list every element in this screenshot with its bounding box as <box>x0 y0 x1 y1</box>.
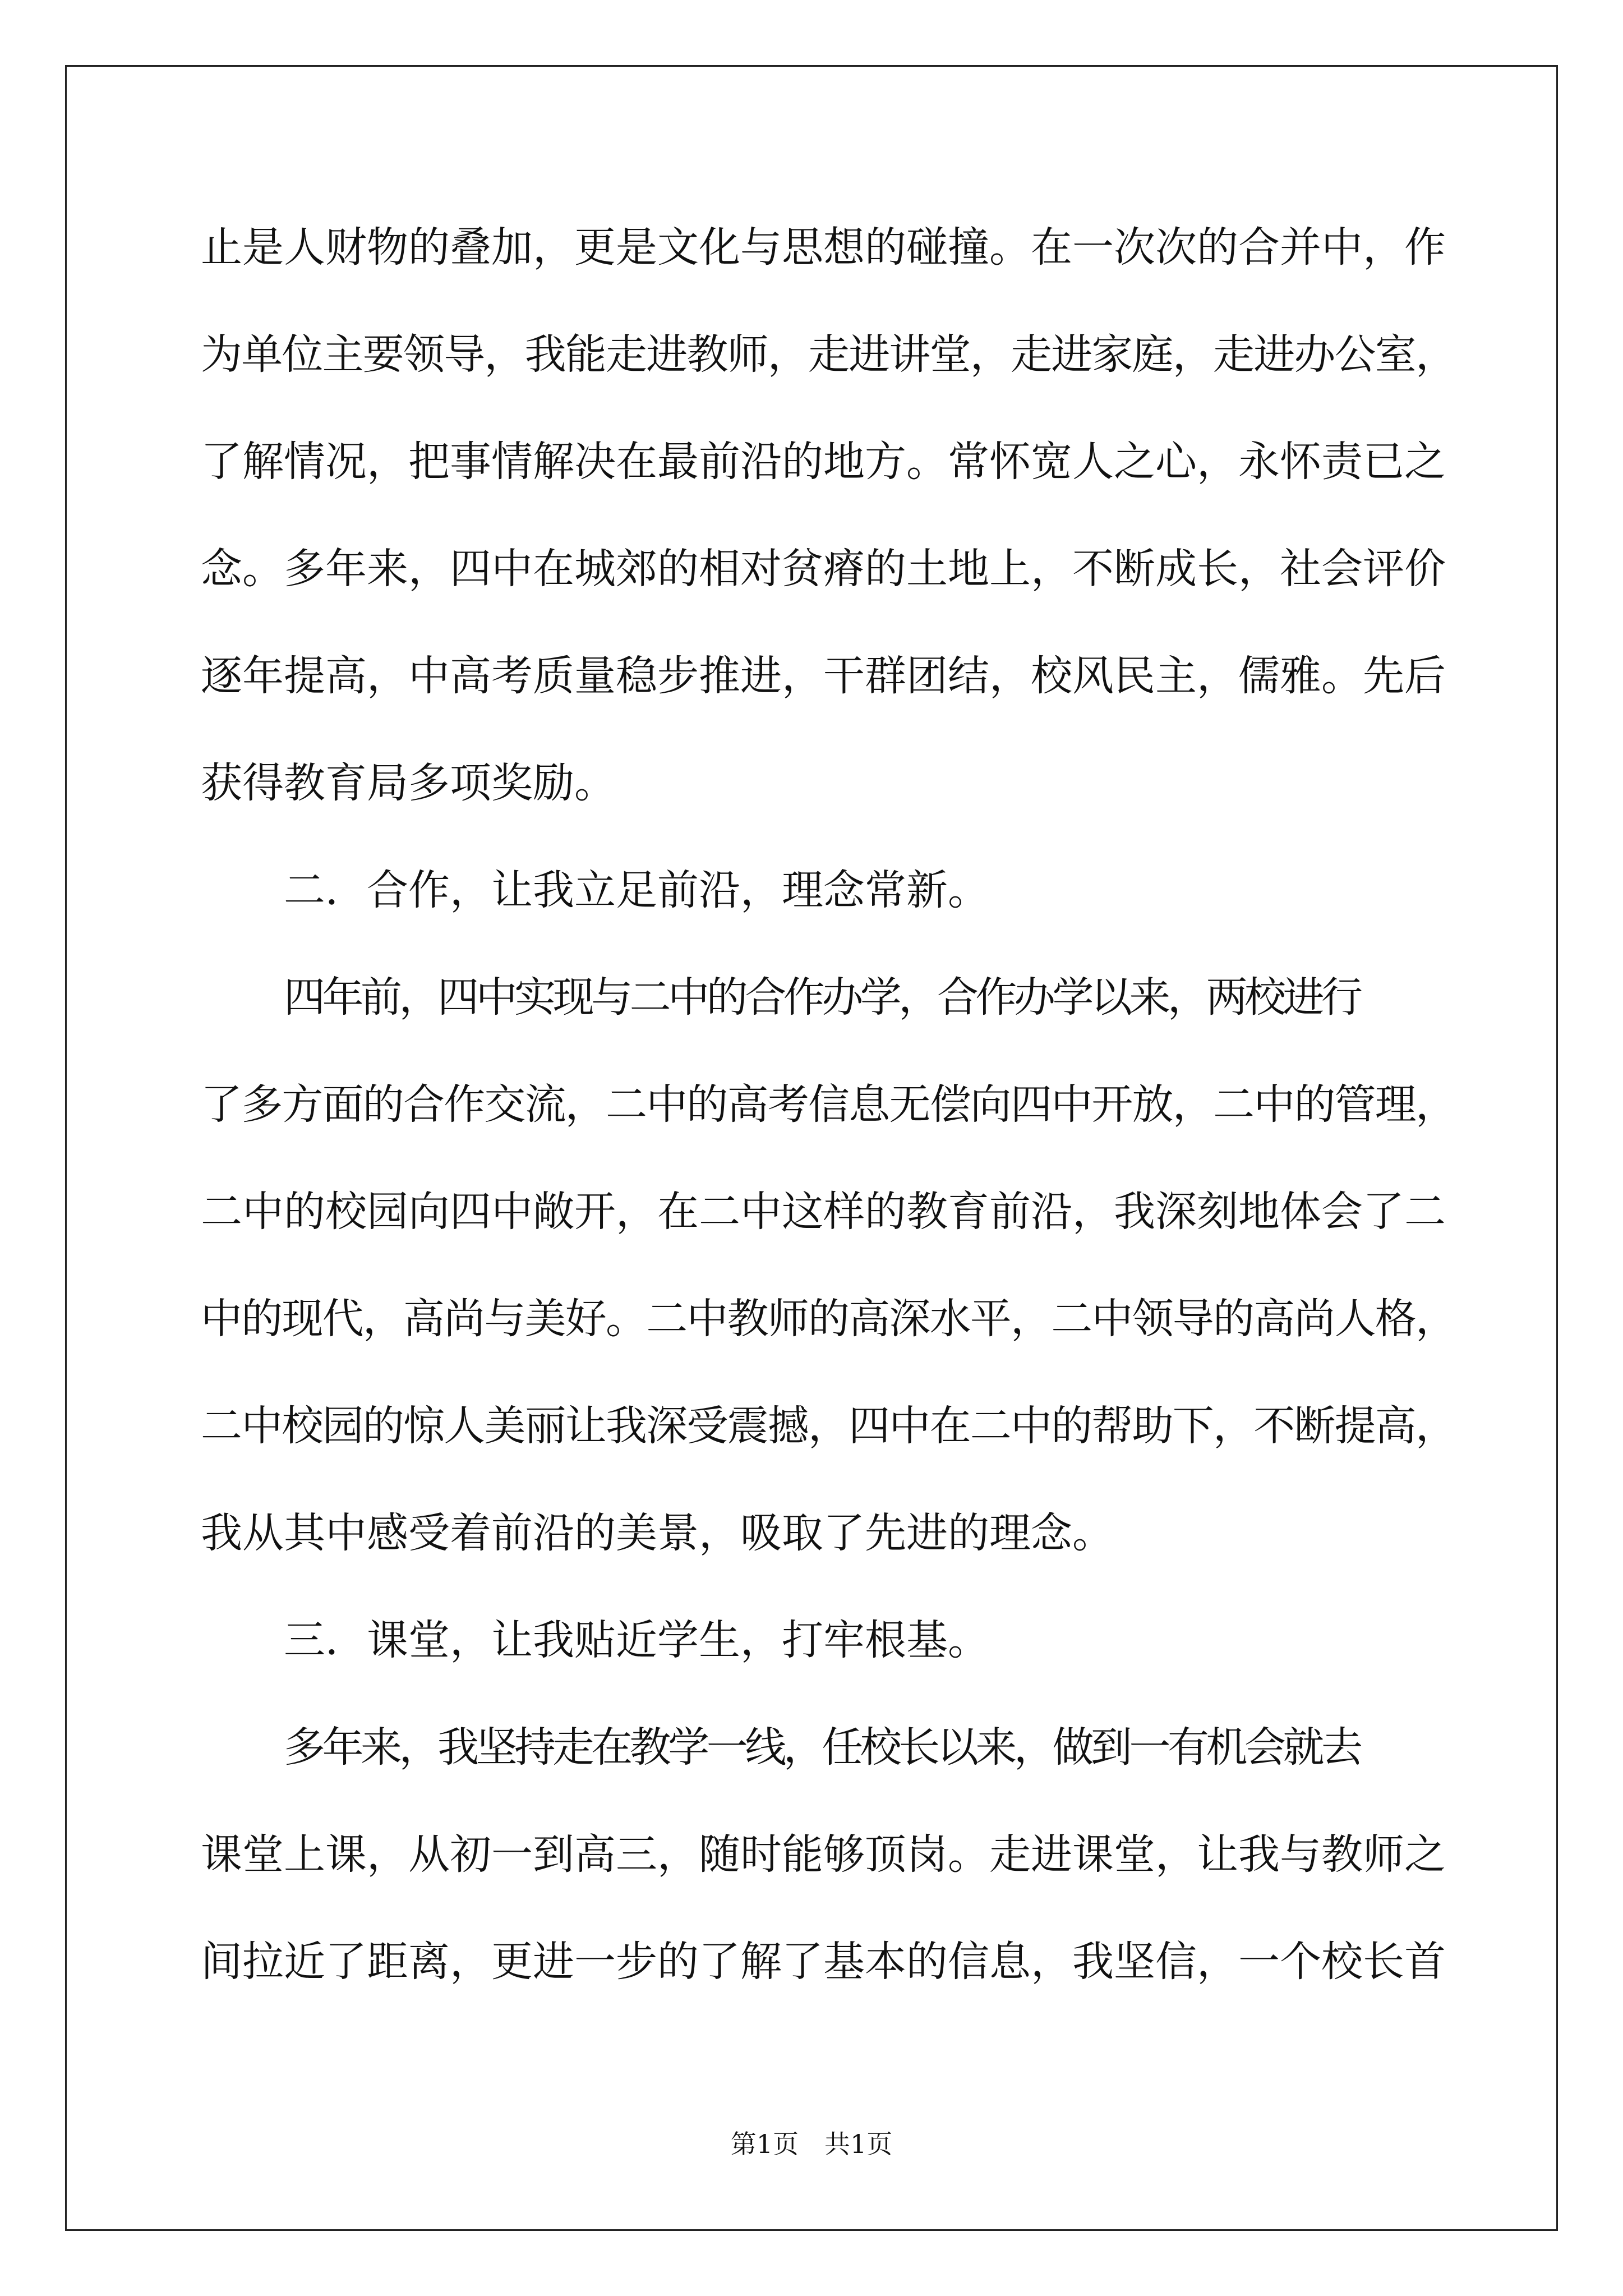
text-line: 获得教育局多项奖励。 <box>201 759 616 807</box>
text-line: 多年来，我坚持走在教学一线，任校长以来，做到一有机会就去 <box>284 1723 1360 1772</box>
page-number-footer: 第1页 共1页 <box>730 2129 893 2159</box>
text-line: 二中校园的惊人美丽让我深受震撼，四中在二中的帮助下，不断提高， <box>201 1402 1456 1450</box>
text-line: 念。多年来，四中在城郊的相对贫瘠的土地上，不断成长，社会评价 <box>201 545 1446 593</box>
section-heading: 二．合作，让我立足前沿，理念常新。 <box>284 866 989 914</box>
text-line: 为单位主要领导，我能走进教师，走进讲堂，走进家庭，走进办公室， <box>201 330 1456 379</box>
page-border <box>65 65 1558 2231</box>
text-line: 间拉近了距离，更进一步的了解了基本的信息，我坚信，一个校长首 <box>201 1938 1446 1986</box>
text-line: 中的现代，高尚与美好。二中教师的高深水平，二中领导的高尚人格， <box>201 1295 1456 1343</box>
text-line: 了多方面的合作交流，二中的高考信息无偿向四中开放，二中的管理， <box>201 1080 1456 1129</box>
text-line: 二中的校园向四中敞开，在二中这样的教育前沿，我深刻地体会了二 <box>201 1188 1446 1236</box>
section-heading: 三．课堂，让我贴近学生，打牢根基。 <box>284 1616 989 1664</box>
text-line: 课堂上课，从初一到高三，随时能够顶岗。走进课堂，让我与教师之 <box>201 1830 1446 1879</box>
text-line: 四年前，四中实现与二中的合作办学，合作办学以来，两校进行 <box>284 973 1360 1022</box>
text-line: 了解情况，把事情解决在最前沿的地方。常怀宽人之心，永怀责已之 <box>201 438 1446 486</box>
text-line: 逐年提高，中高考质量稳步推进，干群团结，校风民主，儒雅。先后 <box>201 652 1446 700</box>
text-line: 止是人财物的叠加，更是文化与思想的碰撞。在一次次的合并中，作 <box>201 223 1446 272</box>
text-line: 我从其中感受着前沿的美景，吸取了先进的理念。 <box>201 1509 1114 1557</box>
